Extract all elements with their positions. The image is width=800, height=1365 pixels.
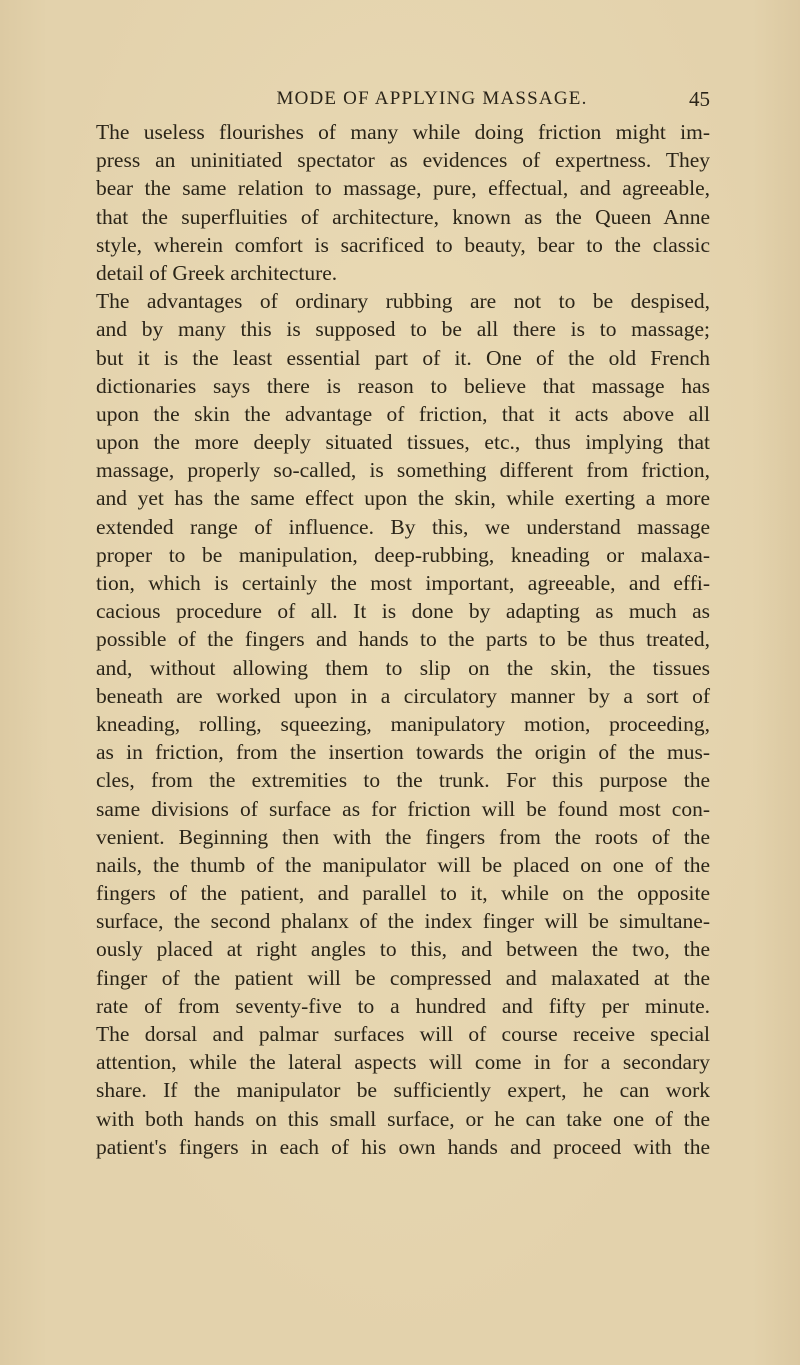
text-line: attention, while the lateral aspects will come in for a secondary <box>96 1050 710 1075</box>
text-line: cacious procedure of all. It is done by adapting as much as <box>96 599 710 624</box>
text-line: and by many this is supposed to be all there is to massage; <box>96 317 710 342</box>
text-line: and, without allowing them to slip on the skin, the tissues <box>96 655 710 680</box>
text-line: proper to be manipulation, deep-rubbing, kneading or malaxa- <box>96 542 710 567</box>
text-line: patient's fingers in each of his own hands and proceed with the <box>96 1134 710 1159</box>
text-line: extended range of influence. By this, we understand massage <box>96 514 710 539</box>
text-line: as in friction, from the insertion towards the origin of the mus- <box>96 740 710 765</box>
text-line: finger of the patient will be compressed and malaxated at the <box>96 965 710 990</box>
text-line: venient. Beginning then with the fingers from the roots of the <box>96 824 710 849</box>
text-line: share. If the manipulator be sufficiently expert, he can work <box>96 1078 710 1103</box>
text-line: and yet has the same effect upon the skin, while exerting a more <box>96 486 710 511</box>
paragraph-1 <box>96 118 710 287</box>
text-line: dictionaries says there is reason to believe that massage has <box>96 373 710 398</box>
text-line: massage, properly so-called, is something different from friction, <box>96 458 710 483</box>
text-line: cles, from the extremities to the trunk. For this purpose the <box>96 768 710 793</box>
running-header <box>96 84 710 114</box>
text-line: upon the more deeply situated tissues, etc., thus implying that <box>96 430 710 455</box>
text-line: style, wherein comfort is sacrificed to beauty, bear to the classic <box>96 232 710 257</box>
running-title: MODE OF APPLYING MASSAGE. <box>276 88 588 109</box>
text-line: surface, the second phalanx of the index finger will be simultane- <box>96 909 710 934</box>
text-line: same divisions of surface as for friction will be found most con- <box>96 796 710 821</box>
text-line: kneading, rolling, squeezing, manipulatory motion, proceeding, <box>96 711 710 736</box>
text-line: detail of Greek architecture. <box>96 260 338 285</box>
text-line: bear the same relation to massage, pure, effectual, and agreeable, <box>96 176 710 201</box>
text-line: ously placed at right angles to this, and between the two, the <box>96 937 710 962</box>
text-line: possible of the fingers and hands to the parts to be thus treated, <box>96 627 710 652</box>
text-line: The dorsal and palmar surfaces will of course receive special <box>96 1022 710 1046</box>
text-line: The useless flourishes of many while doing friction might im- <box>96 120 710 144</box>
text-line: with both hands on this small surface, or he can take one of the <box>96 1106 710 1131</box>
text-line: beneath are worked upon in a circulatory manner by a sort of <box>96 683 710 708</box>
body-text <box>96 118 710 1161</box>
text-line: upon the skin the advantage of friction, that it acts above all <box>96 401 710 426</box>
paragraph-2 <box>96 287 710 1161</box>
text-line: but it is the least essential part of it. One of the old French <box>96 345 710 370</box>
text-line: that the superfluities of architecture, known as the Queen Anne <box>96 204 710 229</box>
text-line: rate of from seventy-five to a hundred and fifty per minute. <box>96 993 710 1018</box>
text-line: nails, the thumb of the manipulator will be placed on one of the <box>96 852 710 877</box>
text-line: press an uninitiated spectator as evidences of expertness. They <box>96 148 710 173</box>
text-line: tion, which is certainly the most important, agreeable, and effi- <box>96 571 710 595</box>
text-line: fingers of the patient, and parallel to it, while on the opposite <box>96 881 710 906</box>
page-number: 45 <box>689 87 710 111</box>
text-line: The advantages of ordinary rubbing are not to be despised, <box>96 289 710 314</box>
